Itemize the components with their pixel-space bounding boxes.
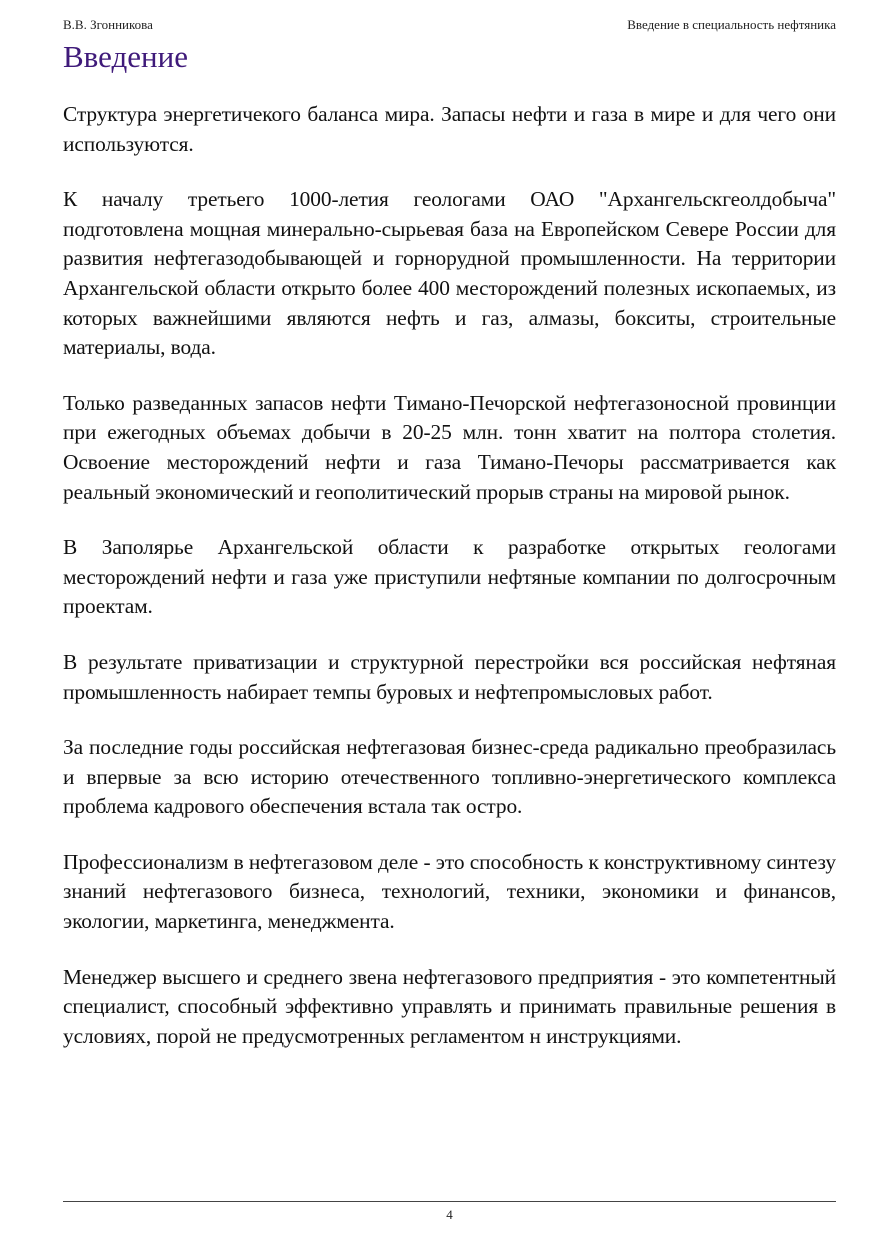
page-number: 4 xyxy=(446,1207,453,1222)
paragraph: Структура энергетичекого баланса мира. Запасы нефти и газа в мире и для чего они используются. xyxy=(63,102,836,156)
paragraph: Только разведанных запасов нефти Тимано-Печорской нефтегазоносной провинции при ежегодных объемах добычи в 20-25 млн. тонн хватит на полтора столетия. Освоение месторождений нефти и газа Тимано-Печоры рассматривается как реальный экономический и геополитический прорыв страны на мировой рынок. xyxy=(63,390,836,504)
paragraph: Профессионализм в нефтегазовом деле - это способность к конструктивному синтезу знаний нефтегазового бизнеса, технологий, техники, экономики и финансов, экологии, маркетинга, менеджмента. xyxy=(63,849,836,934)
chapter-title: Введение xyxy=(63,39,188,74)
paragraph: В Заполярье Архангельской области к разработке открытых геологами месторождений нефти и газа уже приступили нефтяные компании по долгосрочным проектам. xyxy=(63,535,836,619)
paragraph: За последние годы российская нефтегазовая бизнес-среда радикально преобразилась и впервые за всю историю отечественного топливно-энергетического комплекса проблема кадрового обеспечения встала так остро. xyxy=(63,735,836,819)
header-course-title: Введение в специальность нефтяника xyxy=(627,17,836,32)
running-header xyxy=(63,16,836,36)
body-text xyxy=(63,100,836,1077)
header-author: В.В. Згонникова xyxy=(63,17,153,32)
document-page xyxy=(63,0,836,1241)
paragraph: В результате приватизации и структурной перестройки вся российская нефтяная промышленность набирает темпы буровых и нефтепромысловых работ. xyxy=(63,649,836,704)
footer-divider xyxy=(63,1201,836,1202)
paragraph: Менеджер высшего и среднего звена нефтегазового предприятия - это компетентный специалист, способный эффективно управлять и принимать правильные решения в условиях, порой не предусмотренных регламентом н инструкциями. xyxy=(63,964,836,1048)
paragraph: К началу третьего 1000-летия геологами ОАО "Архангельскгеолдобыча" подготовлена мощная минерально-сырьевая база на Европейском Севере России для развития нефтегазодобывающей и горнорудной промышленности. На территории Архангельской области открыто более 400 месторождений полезных ископаемых, из которых важнейшими являются нефть и газ, алмазы, бокситы, строительные материалы, вода. xyxy=(63,187,836,360)
